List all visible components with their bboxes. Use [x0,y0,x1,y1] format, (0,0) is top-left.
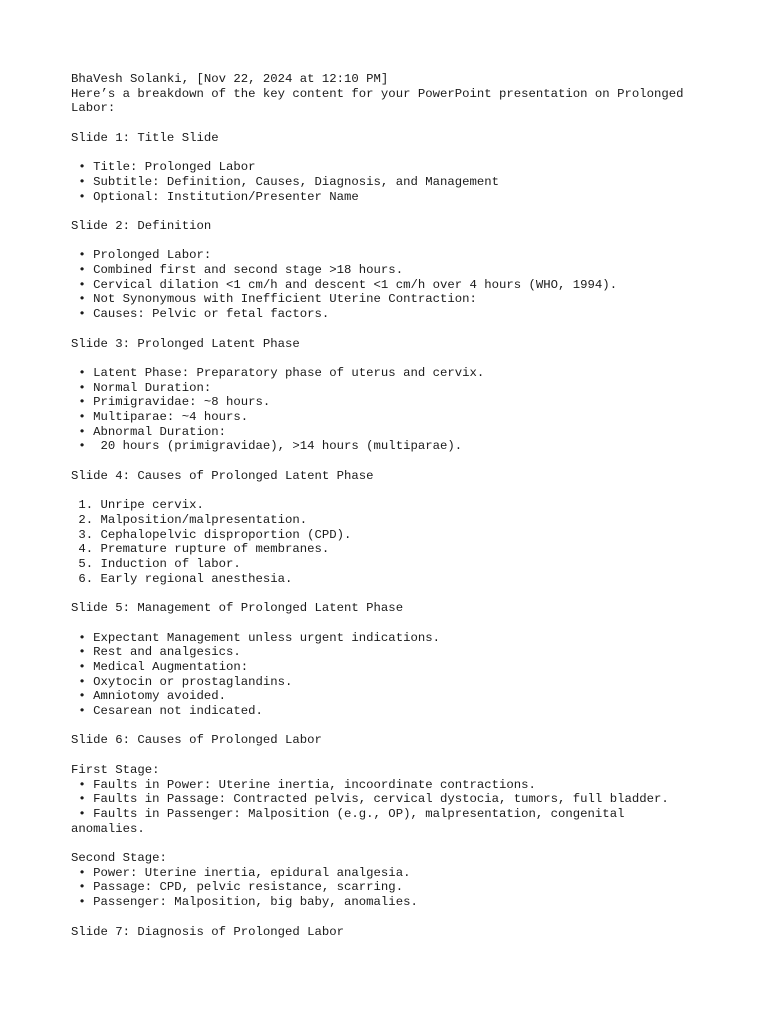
list-item: • Oxytocin or prostaglandins. [71,674,293,689]
spacer [71,146,728,161]
spacer [71,484,728,499]
list-item: • Not Synonymous with Inefficient Uterine Contraction: [71,292,477,307]
spacer [71,836,728,851]
list-item: • Optional: Institution/Presenter Name [71,189,359,204]
list-item-continuation: anomalies. [71,821,145,836]
list-item: • Causes: Pelvic or fetal factors. [71,307,330,322]
list-item: • Primigravidae: ~8 hours. [71,395,271,410]
slide1-heading: Slide 1: Title Slide [71,130,219,145]
list-item: • Passenger: Malposition, big baby, anomalies. [71,895,418,910]
second-stage-label: Second Stage: [71,851,167,866]
spacer [71,748,728,763]
spacer [71,204,728,219]
spacer [71,586,728,601]
intro-line-1: Here’s a breakdown of the key content for your PowerPoint presentation on Prolonged [71,86,684,101]
list-item: • Title: Prolonged Labor [71,160,256,175]
numbered-item: 2. Malposition/malpresentation. [71,512,308,527]
list-item: • 20 hours (primigravidae), >14 hours (multiparae). [71,439,463,454]
slide4-heading: Slide 4: Causes of Prolonged Latent Phase [71,468,374,483]
list-item: • Abnormal Duration: [71,424,226,439]
spacer [71,719,728,734]
slide2-heading: Slide 2: Definition [71,218,212,233]
list-item: • Multiparae: ~4 hours. [71,410,249,425]
list-item: • Cesarean not indicated. [71,704,263,719]
numbered-item: 3. Cephalopelvic disproportion (CPD). [71,527,352,542]
numbered-item: 6. Early regional anesthesia. [71,571,293,586]
list-item: • Subtitle: Definition, Causes, Diagnosis, and Management [71,174,500,189]
list-item: • Passage: CPD, pelvic resistance, scarring. [71,880,404,895]
spacer [71,234,728,249]
list-item: • Rest and analgesics. [71,645,241,660]
list-item: • Prolonged Labor: [71,248,212,263]
numbered-item: 1. Unripe cervix. [71,498,204,513]
list-item: • Combined first and second stage >18 hours. [71,263,404,278]
spacer [71,616,728,631]
slide5-heading: Slide 5: Management of Prolonged Latent Phase [71,601,404,616]
author-timestamp-line: BhaVesh Solanki, [Nov 22, 2024 at 12:10 PM] [71,72,389,86]
spacer [71,454,728,469]
slide3-heading: Slide 3: Prolonged Latent Phase [71,336,300,351]
numbered-item: 5. Induction of labor. [71,557,241,572]
slide6-heading: Slide 6: Causes of Prolonged Labor [71,733,322,748]
list-item: • Faults in Passage: Contracted pelvis, cervical dystocia, tumors, full bladder. [71,792,669,807]
numbered-item: 4. Premature rupture of membranes. [71,542,330,557]
list-item: • Medical Augmentation: [71,659,249,674]
intro-line-2: Labor: [71,101,116,116]
list-item: • Power: Uterine inertia, epidural analgesia. [71,865,411,880]
slide7-heading: Slide 7: Diagnosis of Prolonged Labor [71,924,345,939]
spacer [71,910,728,925]
first-stage-label: First Stage: [71,762,160,777]
list-item: • Faults in Passenger: Malposition (e.g., OP), malpresentation, congenital [71,806,625,821]
list-item: • Cervical dilation <1 cm/h and descent <1 cm/h over 4 hours (WHO, 1994). [71,277,618,292]
list-item: • Faults in Power: Uterine inertia, incoordinate contractions. [71,777,536,792]
spacer [71,116,728,131]
list-item: • Latent Phase: Preparatory phase of uterus and cervix. [71,365,485,380]
spacer [71,351,728,366]
list-item: • Amniotomy avoided. [71,689,226,704]
list-item: • Normal Duration: [71,380,212,395]
list-item: • Expectant Management unless urgent indications. [71,630,440,645]
spacer [71,322,728,337]
